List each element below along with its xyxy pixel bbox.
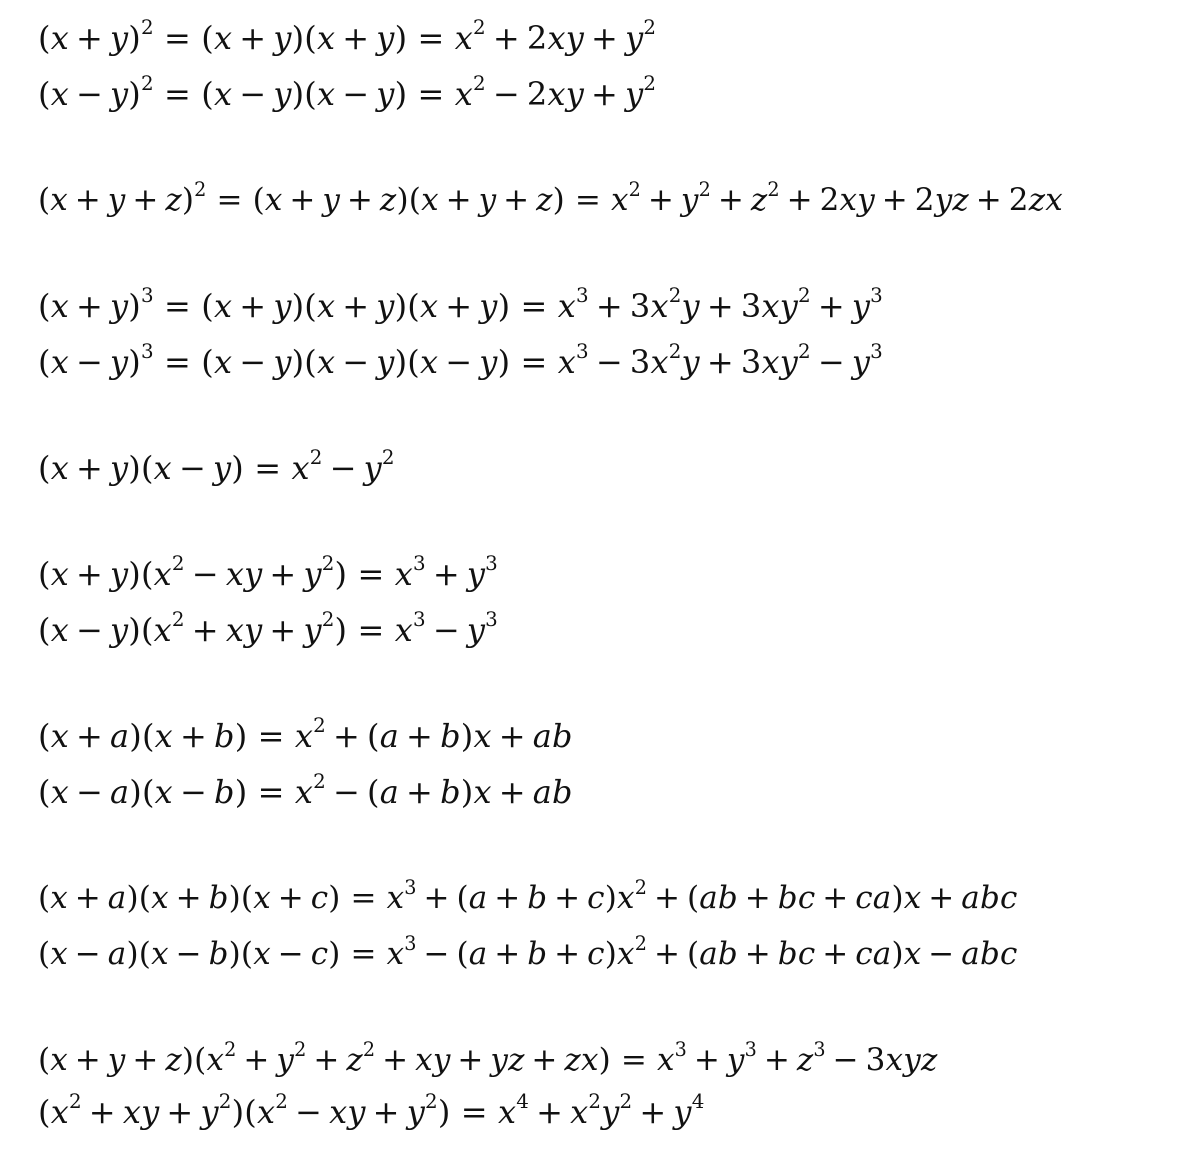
equation-fourth-power-identity: ($x^2$ + xy + $y^2)(x^2$ − xy + $y^2) = x^4 + x^2y^2 + y^4$ [38, 1090, 705, 1131]
equation-trinomial-product-minus: $(x - a)(x - b)(x - c) = x^3 - (a + b + c)x^2 + (ab$ + bc + ca)x − abc [38, 931, 1018, 972]
equation-square-of-difference: $(x - y)^2 = (x - y)(x - y) = x^2 - 2xy + y^2$ [38, 72, 657, 113]
equation-sum-of-three-cubes: $(x + y + z)(x^2 + y^2 + z^2$ + xy + yz + $zx) = x^3 + y^3 + z^3 - 3xyz$ [38, 1037, 938, 1078]
equation-trinomial-product-plus: $(x + a)(x + b)(x + c) = x^3 + (a + b + c)x^2 + (ab$ + bc + ca)x + abc [38, 875, 1018, 916]
equation-cube-of-difference: $(x - y)^3 = (x - y)(x - y)(x - y) = x^3 - 3x^2y + 3xy^2 - y^3$ [38, 340, 883, 381]
equation-square-of-trinomial: $(x + y + z)^2 = (x + y + z)(x + y + z) = x^2 + y^2 + z^2 + 2xy + 2yz + 2zx$ [38, 177, 1063, 218]
formula-sheet [38, 0, 1188, 1170]
equation-difference-of-cubes: $(x - y)(x^2$ + xy + $y^2) = x^3 - y^3$ [38, 608, 498, 649]
equation-cube-of-sum: $(x + y)^3 = (x + y)(x + y)(x + y) = x^3 + 3x^2y + 3xy^2 + y^3$ [38, 284, 883, 325]
equation-sum-of-cubes: $(x + y)(x^2$ − xy + $y^2) = x^3 + y^3$ [38, 552, 498, 593]
equation-binomial-product-minus: $(x - a)(x - b) = x^2 - (a + b)x$ + ab [38, 770, 573, 811]
equation-binomial-product-plus: $(x + a)(x + b) = x^2 + (a + b)x$ + ab [38, 714, 573, 755]
equation-difference-of-squares: $(x + y)(x - y) = x^2 - y^2$ [38, 446, 395, 487]
equation-square-of-sum: $(x + y)^2 = (x + y)(x + y) = x^2 + 2xy + y^2$ [38, 16, 657, 57]
